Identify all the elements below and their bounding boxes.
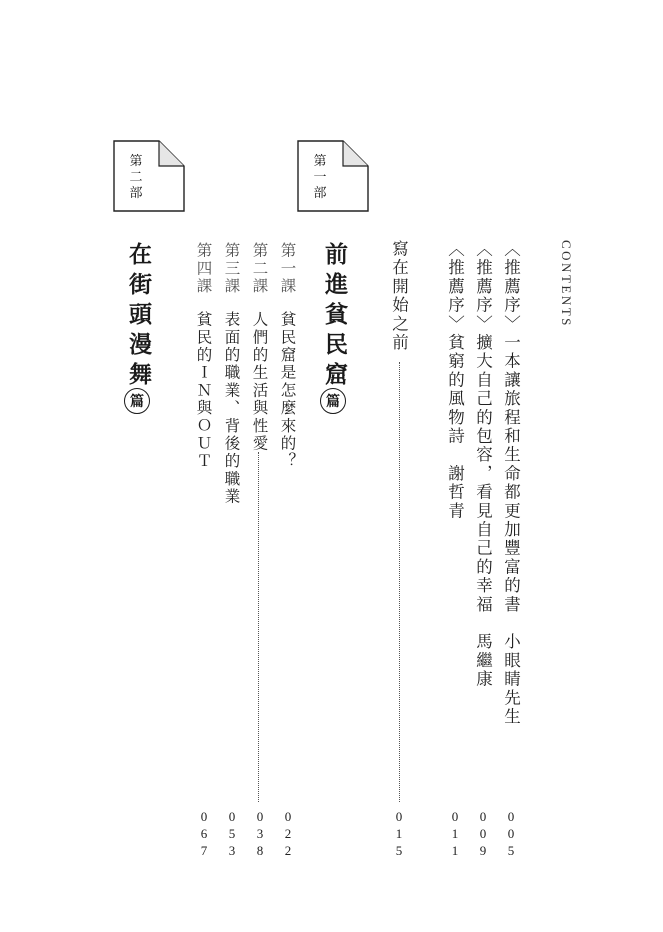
lesson-2[interactable]: 第二課人們的生活與性愛: [250, 242, 269, 453]
preface-entry-3[interactable]: 〈推薦序〉貧窮的風物詩 謝哲青: [445, 240, 465, 521]
contents-label: CONTENTS: [559, 240, 574, 328]
dotted-leader: [258, 452, 259, 802]
lesson-4[interactable]: 第四課貧民的ＩＮ與ＯＵＴ: [194, 242, 213, 471]
part1-card: [297, 140, 367, 212]
part2-badge: 篇: [124, 388, 150, 414]
preface-entry-4[interactable]: 寫在開始之前: [389, 240, 409, 353]
preface-entry-2-page: 0 0 9: [479, 809, 487, 858]
preface-entry-2[interactable]: 〈推薦序〉擴大自己的包容，看見自己的幸福 馬繼康: [473, 240, 493, 689]
part2-card: [113, 140, 183, 212]
preface-entry-4-page: 0 1 5: [395, 809, 403, 858]
lesson-1[interactable]: 第一課貧民窟是怎麼來的？: [278, 242, 297, 471]
lesson-3[interactable]: 第三課表面的職業、背後的職業: [222, 242, 241, 506]
part1-card-label: 第 一 部: [313, 154, 327, 201]
dotted-leader: [399, 362, 400, 802]
part1-badge: 篇: [320, 388, 346, 414]
preface-entry-1-page: 0 0 5: [507, 809, 515, 858]
part2-title: 在街頭漫舞: [125, 242, 151, 392]
preface-entry-3-page: 0 1 1: [451, 809, 459, 858]
preface-entry-1[interactable]: 〈推薦序〉一本讓旅程和生命都更加豐富的書 小眼睛先生: [501, 240, 521, 727]
part2-card-label: 第 二 部: [129, 154, 143, 201]
lesson-3-page: 0 5 3: [228, 809, 236, 858]
part1-title: 前進貧民窟: [321, 242, 347, 392]
lesson-2-page: 0 3 8: [256, 809, 264, 858]
lesson-4-page: 0 6 7: [200, 809, 208, 858]
lesson-1-page: 0 2 2: [284, 809, 292, 858]
